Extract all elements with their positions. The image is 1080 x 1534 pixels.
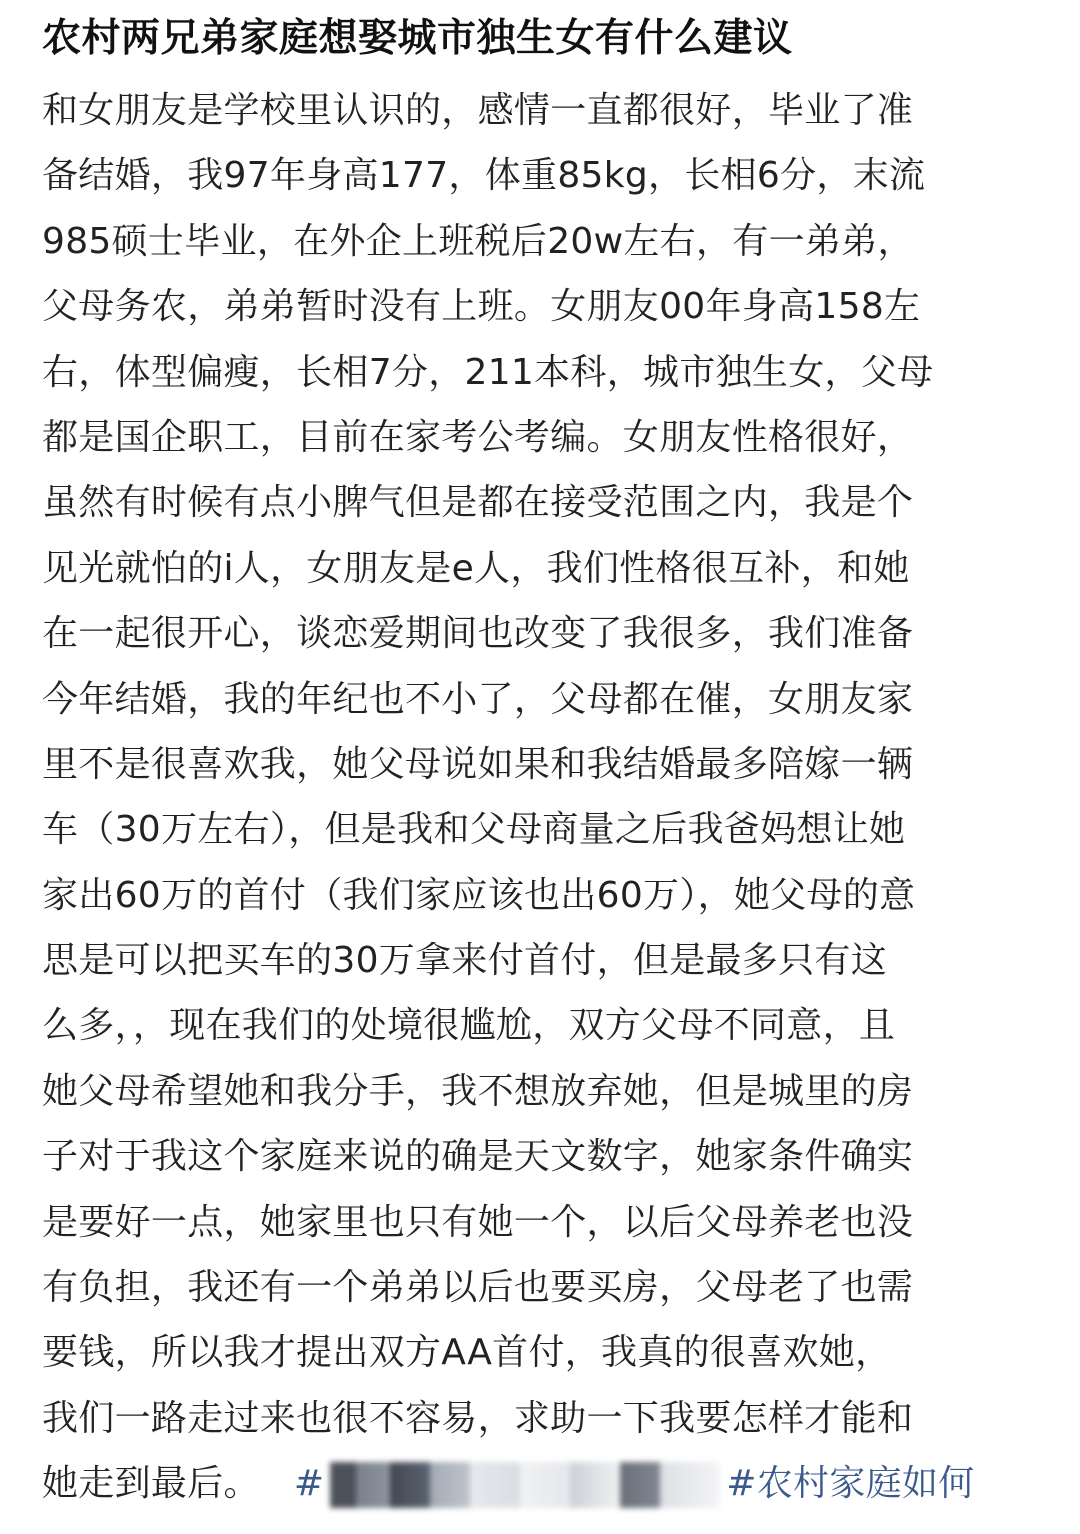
body-line: 思是可以把买车的30万拿来付首付，但是最多只有这 (42, 940, 888, 982)
body-line: 虽然有时候有点小脾气但是都在接受范围之内，我是个 (42, 482, 914, 524)
body-line: 右，体型偏瘦，长相7分，211本科，城市独生女，父母 (42, 351, 934, 393)
blurred-hashtag-redaction (330, 1462, 720, 1508)
body-line: 里不是很喜欢我，她父母说如果和我结婚最多陪嫁一辆 (42, 743, 914, 785)
body-line: 今年结婚，我的年纪也不小了，父母都在催，女朋友家 (42, 678, 914, 720)
body-line: 见光就怕的i人，女朋友是e人，我们性格很互补，和她 (42, 547, 910, 589)
body-line: 是要好一点，她家里也只有她一个，以后父母养老也没 (42, 1201, 914, 1243)
post-body (42, 78, 1036, 1517)
body-line: 和女朋友是学校里认识的，感情一直都很好，毕业了准 (42, 90, 914, 131)
post-title: 农村两兄弟家庭想娶城市独生女有什么建议 (42, 16, 793, 61)
body-line: 她父母希望她和我分手，我不想放弃她，但是城里的房 (42, 1070, 914, 1112)
body-line: 都是国企职工，目前在家考公考编。女朋友性格很好， (42, 416, 914, 458)
body-line: 家出60万的首付（我们家应该也出60万），她父母的意 (42, 874, 916, 916)
hashtag-link-rural-family[interactable]: #农村家庭如何 (726, 1463, 975, 1505)
body-line: 车（30万左右），但是我和父母商量之后我爸妈想让她 (42, 809, 906, 851)
body-line: 么多，，现在我们的处境很尴尬，双方父母不同意，且 (42, 1005, 896, 1047)
body-line: 备结婚，我97年身高177，体重85kg，长相6分，末流 (42, 155, 926, 197)
body-last-text: 她走到最后。 (42, 1463, 260, 1505)
body-line: 有负担，我还有一个弟弟以后也要买房，父母老了也需 (42, 1267, 914, 1309)
body-line: 父母务农，弟弟暂时没有上班。女朋友00年身高158左 (42, 286, 921, 328)
body-line: 要钱，所以我才提出双方AA首付，我真的很喜欢她， (42, 1332, 892, 1374)
body-line: 子对于我这个家庭来说的确是天文数字，她家条件确实 (42, 1136, 914, 1178)
body-line: 985硕士毕业，在外企上班税后20w左右，有一弟弟， (42, 220, 914, 262)
body-last-line (42, 1451, 1036, 1516)
hashtag-link-blurred[interactable]: # (293, 1463, 325, 1505)
body-line: 在一起很开心，谈恋爱期间也改变了我很多，我们准备 (42, 613, 914, 655)
body-line: 我们一路走过来也很不容易，求助一下我要怎样才能和 (42, 1397, 914, 1439)
